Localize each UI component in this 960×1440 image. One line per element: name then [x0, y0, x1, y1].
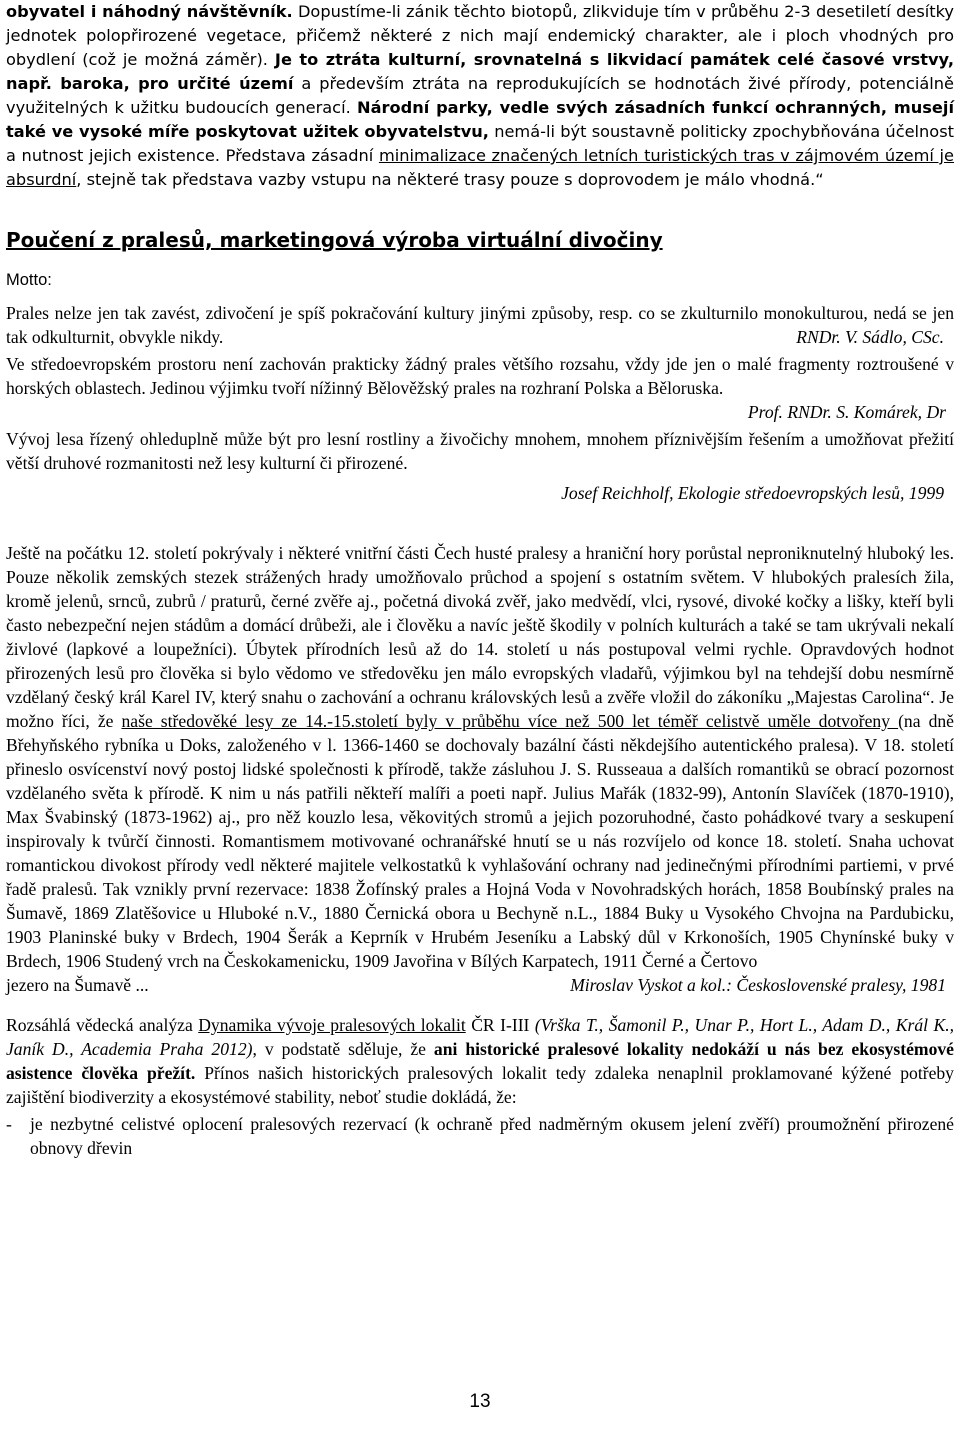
intro-text-4: , stejně tak představa vazby vstupu na některé trasy pouze s doprovodem je málo vhodná.“ [76, 170, 824, 189]
motto-quote-1-author: RNDr. V. Sádlo, CSc. [796, 327, 944, 347]
body1-text-c: (na dně Břehyňského rybníka u Doks, založeného v l. 1366-1460 se dochovaly bazální části někdejšího autentického pralesa). V 18. století přineslo osvícenství nový postoj lidské společnosti k přírodě, takže zásluhou J. S. Russeaua a dalších romantiků se obrací pozornost vzdělaného světa k přírodě. K nim u nás patřili někteří malíři a poeti např. Julius Mařák (1832-99), Antonín Slavíček (1870-1910), Max Švabinský (1873-1962) aj., pro něž kouzlo lesa, věkovitých stromů a jejich pozoruhodné, často pohádkové tvary a seskupení inspirovaly k tvůrčí činnosti. Romantismem motivované ochranářské hnutí se u nás rozvíjelo od konce 18. století. Snaha uchovat romantickou divokost přírody vedl některé majitele velkostatků k vyhlašování ochrany nad jedinečnými přírodními partiemi, v prvé řadě pralesů. Tak vznikly první rezervace: 1838 Žofínský prales a Hojná Voda v Novohradských horách, 1858 Boubínský prales na Šumavě, 1869 Zlatěšovice u Hluboké n.V., 1880 Černická obora u Bechyně n.L., 1884 Buky u Vysokého Chvojna na Pardubicku, 1903 Planinské buky v Brdech, 1904 Šerák a Keprník v Hrubém Jeseníku a Labský důl v Krkonoších, 1905 Chynínské buky v Brdech, 1906 Studený vrch na Českokamenicku, 1909 Javořina v Bílých Karpatech, 1911 Černé a Čertovo [6, 711, 954, 971]
bullet-item [6, 1112, 954, 1160]
body-paragraph-2 [6, 1013, 954, 1109]
motto-label: Motto: [6, 271, 52, 289]
intro-text-2: a především ztráta na reprodukujících se hodnotách živé přírody, potenciálně využitelných k užitku budoucích generací. [6, 74, 954, 117]
motto-quote-3-text: Vývoj lesa řízený ohleduplně může být pro lesní rostliny a živočichy mnohem, mnohem příznivějším řešením a umožňovat přežití větší druhové rozmanitosti než lesy kulturní či přirozené. [6, 429, 954, 473]
body2-text-g: Přínos našich historických pralesových lokalit tedy zdaleka nenaplnil proklamované kýžené potřeby zajištění biodiverzity a ekosystémové stability, neboť studie dokládá, že: [6, 1063, 954, 1107]
intro-bold-parks: Národní parky, vedle svých zásadních funkcí ochranných, musejí také ve vysoké míře poskytovat užitek obyvatelstvu, [6, 98, 954, 141]
body1-last-left: jezero na Šumavě ... [6, 975, 149, 995]
body1-underlined: naše středověké lesy ze 14.-15.století byly v průběhu více než 500 let téměř celistvě uměle dotvořeny [121, 711, 899, 731]
intro-text-3: nemá-li být soustavně politicky zpochybňována účelnost a nutnost jejich existence. Představa zásadní [6, 122, 954, 165]
motto-quote-3-author: Josef Reichholf, Ekologie středoevropských lesů, 1999 [561, 483, 944, 503]
intro-bold-lead: obyvatel i náhodný návštěvník. [6, 2, 293, 21]
intro-underlined-trails: minimalizace značených letních turistických tras v zájmovém území je absurdní [6, 146, 955, 189]
body1-text-a: Ještě na počátku 12. století pokrývaly i některé vnitřní části Čech husté pralesy a hraniční hory porůstal neproniknutelný hluboký les. Pouze několik zemských stezek strážených hrady umožňovalo průchod a spojení s ostatním světem. V hlubokých pralesích žila, kromě jelenů, srnců, zubrů / praturů, černé zvěře aj., početná divoká zvěř, jako medvědí, vlci, rysové, divoké kočky a lišky, kteří byli často nebezpeční nejen stádům a domácí drůbeži, ale i člověku a navíc ještě škodily v polních kulturách a také se tam ukrývali nekalí živlové (lapkové a loupežníci). Úbytek přírodních lesů až do 14. století u nás postupoval velmi rychle. Opravdových hodnot přirozených lesů pro člověka si bylo vědomo ve středověku jen málo evropských vladařů, výjimkou byl na tehdejší dobu nesmírně vzdělaný český král Karel IV, který snahu o zachování a ochranu královských lesů a zvěře vložil do zákoníku „Majestas Carolina“. Je možno říci, že [6, 543, 954, 731]
body2-bold: ani historické pralesové lokality nedokáží u nás bez ekosystémové asistence člověka přežít. [6, 1039, 954, 1083]
bullet-mark: - [6, 1114, 12, 1134]
body1-last-line [6, 973, 954, 997]
intro-paragraph [6, 0, 954, 192]
intro-text-1: Dopustíme-li zánik těchto biotopů, zlikviduje tím v průběhu 2-3 desetiletí desítky jednotek polopřirozené vegetace, přičemž některé z nich mají endemický charakter, ale i ploch vhodných pro obydlení (což je možná záměr). [6, 2, 954, 69]
motto-quote-3 [6, 427, 954, 475]
body-paragraph-1 [6, 541, 954, 973]
body2-authors: (Vrška T., Šamonil P., Unar P., Hort L., Adam D., Král K., Janík D., Academia Praha 2012) [6, 1015, 954, 1059]
motto-quote-2-text: Ve středoevropském prostoru není zachován prakticky žádný prales většího rozsahu, vždy jde jen o malé fragmenty roztroušené v horských oblastech. Jedinou výjimku tvoří nížinný Bělověžský prales na rozhraní Polska a Běloruska. [6, 354, 954, 398]
intro-bold-culture: Je to ztráta kulturní, srovnatelná s likvidací památek celé časové vrstvy, např. baroka, pro určité území [6, 50, 954, 93]
body2-underlined-title: Dynamika vývoje pralesových lokalit [198, 1015, 466, 1035]
motto-quote-2-author: Prof. RNDr. S. Komárek, Dr [747, 402, 946, 422]
motto-quote-1-text: Prales nelze jen tak zavést, zdivočení je spíš pokračování kultury jinými způsoby, resp. co se zkulturnilo monokulturou, nedá se jen tak odkulturnit, obvykle nikdy. [6, 303, 954, 347]
section-heading: Poučení z pralesů, marketingová výroba virtuální divočiny [6, 228, 663, 252]
motto-quote-2 [6, 352, 954, 400]
body2-text-e: , v podstatě sděluje, že [252, 1039, 434, 1059]
body1-citation: Miroslav Vyskot a kol.: Československé pralesy, 1981 [570, 975, 946, 995]
page-number: 13 [469, 1391, 491, 1412]
body2-text-c: ČR I-III [465, 1015, 535, 1035]
body2-text-a: Rozsáhlá vědecká analýza [6, 1015, 199, 1035]
motto-block [6, 268, 954, 505]
bullet-text: je nezbytné celistvé oplocení pralesových rezervací (k ochraně před nadměrným okusem jelení zvěří) proumožnění přirozené obnovy dřevin [30, 1114, 954, 1158]
